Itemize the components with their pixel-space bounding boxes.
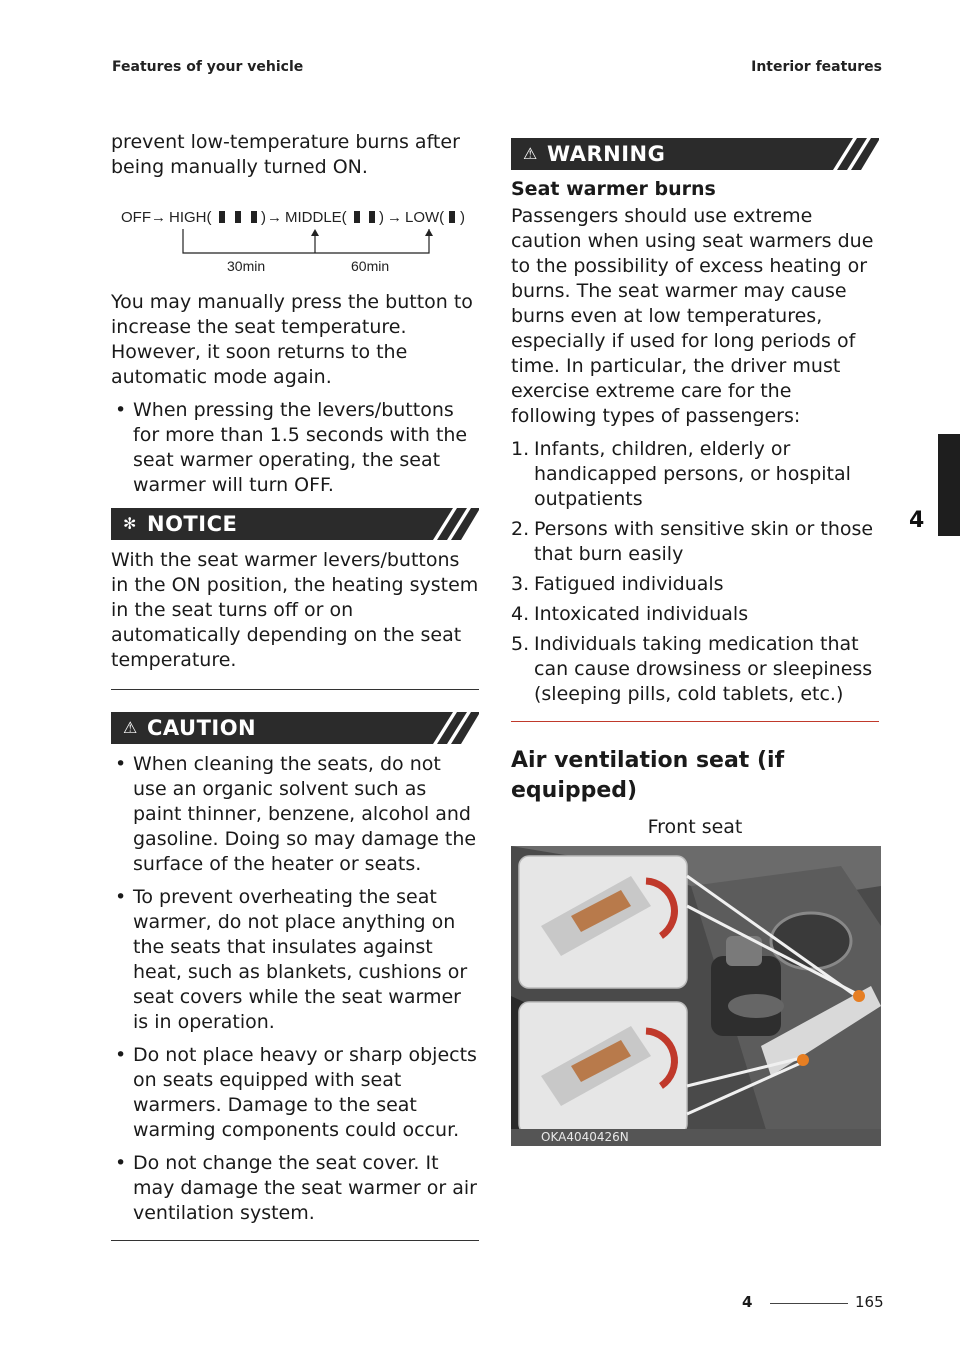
warning-list-item: 2. Persons with sensitive skin or those that burn easily [511,518,874,565]
caution-icon: ⚠ [123,718,138,737]
notice-text: With the seat warmer levers/buttons in the ON position, the heating system in the seat turns off or on automatically depending on the seat temperature. [111,549,479,671]
caution-title: CAUTION [147,716,257,740]
warning-list-item: 4. Intoxicated individuals [511,603,749,625]
warning-list-item: 3. Fatigued individuals [511,573,724,595]
diagram-high-label: HIGH( [169,209,212,226]
diagram-middle-close: ) [379,209,384,226]
warning-subtitle: Seat warmer burns [511,178,716,200]
diagram-middle-bar-1 [354,211,360,223]
caution-item: • Do not place heavy or sharp objects on seats equipped with seat warmers. Damage to the seat warming components could occur. [111,1043,479,1143]
warning-text: Passengers should use extreme caution when using seat warmers due to the possibility of excess heating or burns. The seat warmer may cause burns even at low temperatures, especially if used for long periods of time. In particular, the driver must exercise extreme care for the following types of passengers: [511,205,874,427]
diagram-arrowhead-60 [425,229,433,236]
left-column [111,130,479,1241]
diagram-time-30: 30min [227,258,266,274]
seat-warmer-mode-diagram [111,196,479,276]
notice-title: NOTICE [147,512,238,536]
diagram-middle-bar-2 [369,211,375,223]
right-column [511,128,879,1146]
diagram-off-label: OFF [121,209,151,226]
running-header-chapter: Interior features [751,59,882,75]
warning-banner [511,138,879,170]
notice-icon: ✻ [123,514,137,533]
footer-page-number: 165 [855,1293,884,1311]
diagram-time-60: 60min [351,258,390,274]
ventilated-seat-photo [511,846,881,1146]
diagram-timeline [183,229,429,253]
image-caption: Front seat [647,816,743,838]
warning-list-item: 5. Individuals taking medication that can cause drowsiness or sleepiness (sleeping pills, cold tablets, etc.) [511,633,873,705]
intro-paragraph: prevent low-temperature burns after being manually turned ON. [111,131,460,178]
diagram-low-close: ) [460,209,465,226]
caution-item: • When cleaning the seats, do not use an organic solvent such as paint thinner, benzene, alcohol and gasoline. Doing so may damage the surface of the heater or seats. [111,752,479,877]
banner-stripes-icon [427,508,479,540]
diagram-low-label: LOW( [405,209,445,226]
image-code-strip [511,1129,881,1146]
diagram-low-bar-1 [449,211,455,223]
diagram-high-close: ) [261,209,266,226]
warning-icon: ⚠ [523,144,538,163]
footer-divider [770,1303,848,1304]
notice-banner [111,508,479,540]
diagram-arrow-1: → [151,209,166,226]
diagram-high-bar-1 [219,211,225,223]
notice-divider [111,689,479,690]
chapter-tab-number: 4 [909,508,925,533]
bullet-item: • When pressing the levers/buttons for more than 1.5 seconds with the seat warmer operating, the seat warmer will turn OFF. [111,398,479,498]
manual-paragraph: You may manually press the button to increase the seat temperature. However, it soon returns to the automatic mode again. [111,291,473,388]
section-heading: Air ventilation seat (if equipped) [511,748,785,803]
image-code: OKA4040426N [541,1130,629,1144]
footer-chapter-number: 4 [742,1293,753,1311]
diagram-high-bar-3 [251,211,257,223]
diagram-high-bar-2 [235,211,241,223]
diagram-arrow-3: → [387,209,402,226]
diagram-arrow-2: → [267,209,282,226]
caution-item: • Do not change the seat cover. It may damage the seat warmer or air ventilation system. [111,1151,479,1226]
caution-banner [111,712,479,744]
warning-list-item: 1. Infants, children, elderly or handicapped persons, or hospital outpatients [511,438,851,510]
caution-divider [111,1240,479,1241]
banner-stripes-icon [427,712,479,744]
warning-divider [511,721,879,722]
diagram-middle-label: MIDDLE( [285,209,347,226]
diagram-arrowhead-30 [311,229,319,236]
caution-item: • To prevent overheating the seat warmer, do not place anything on the seats that insulates against heat, such as blankets, cushions or seat covers while the seat warmer is in operation. [111,885,479,1035]
running-header-section: Features of your vehicle [112,59,304,75]
banner-stripes-icon [827,138,879,170]
warning-title: WARNING [547,142,666,166]
chapter-thumb-tab [938,434,960,536]
